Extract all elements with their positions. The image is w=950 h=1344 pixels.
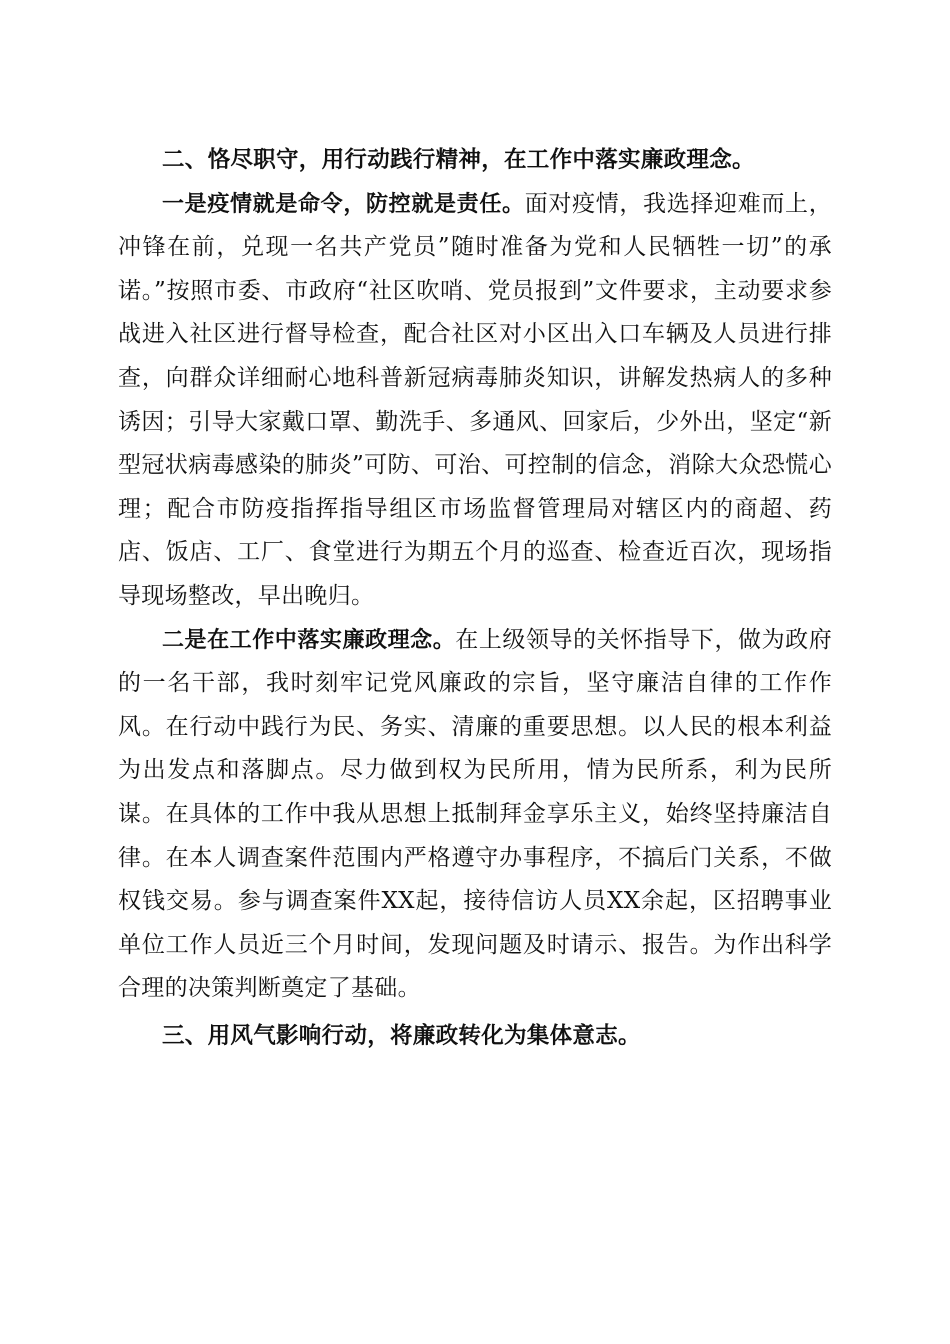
section-heading-2: 二、恪尽职守，用行动践行精神，在工作中落实廉政理念。 [162,147,755,173]
paragraph-lead: 二是在工作中落实廉政理念。 [162,627,456,653]
paragraph-epidemic [118,183,832,619]
section-heading-3: 三、用风气影响行动，将廉政转化为集体意志。 [162,1022,641,1049]
paragraph-integrity [118,619,832,1011]
paragraph-text: 面对疫情，我选择迎难而上，冲锋在前，兑现一名共产党员”随时准备为党和人民牺牲一切”的承诺。”按照市委、市政府“社区吹哨、党员报到”文件要求，主动要求参战进入社区进行督导检查，配合社区对小区出入口车辆及人员进行排查，向群众详细耐心地科普新冠病毒肺炎知识，讲解发热病人的多种诱因；引导大家戴口罩、勤洗手、多通风、回家后，少外出，坚定“新型冠状病毒感染的肺炎”可防、可治、可控制的信念，消除大众恐慌心理；配合市防疫指挥指导组区市场监督管理局对辖区内的商超、药店、饭店、工厂、食堂进行为期五个月的巡查、检查近百次，现场指导现场整改，早出晚归。 [118,190,832,609]
paragraph-lead: 一是疫情就是命令，防控就是责任。 [162,191,525,217]
paragraph-text: 在上级领导的关怀指导下，做为政府的一名干部，我时刻牢记党风廉政的宗旨，坚守廉洁自律的工作作风。在行动中践行为民、务实、清廉的重要思想。以人民的根本利益为出发点和落脚点。尽力做到权为民所用，情为民所系，利为民所谋。在具体的工作中我从思想上抵制拜金享乐主义，始终坚持廉洁自律。在本人调查案件范围内严格遵守办事程序，不搞后门关系，不做权钱交易。参与调查案件XX起，接待信访人员XX余起，区招聘事业单位工作人员近三个月时间，发现问题及时请示、报告。为作出科学合理的决策判断奠定了基础。 [118,626,832,1002]
document-body [118,139,832,1058]
